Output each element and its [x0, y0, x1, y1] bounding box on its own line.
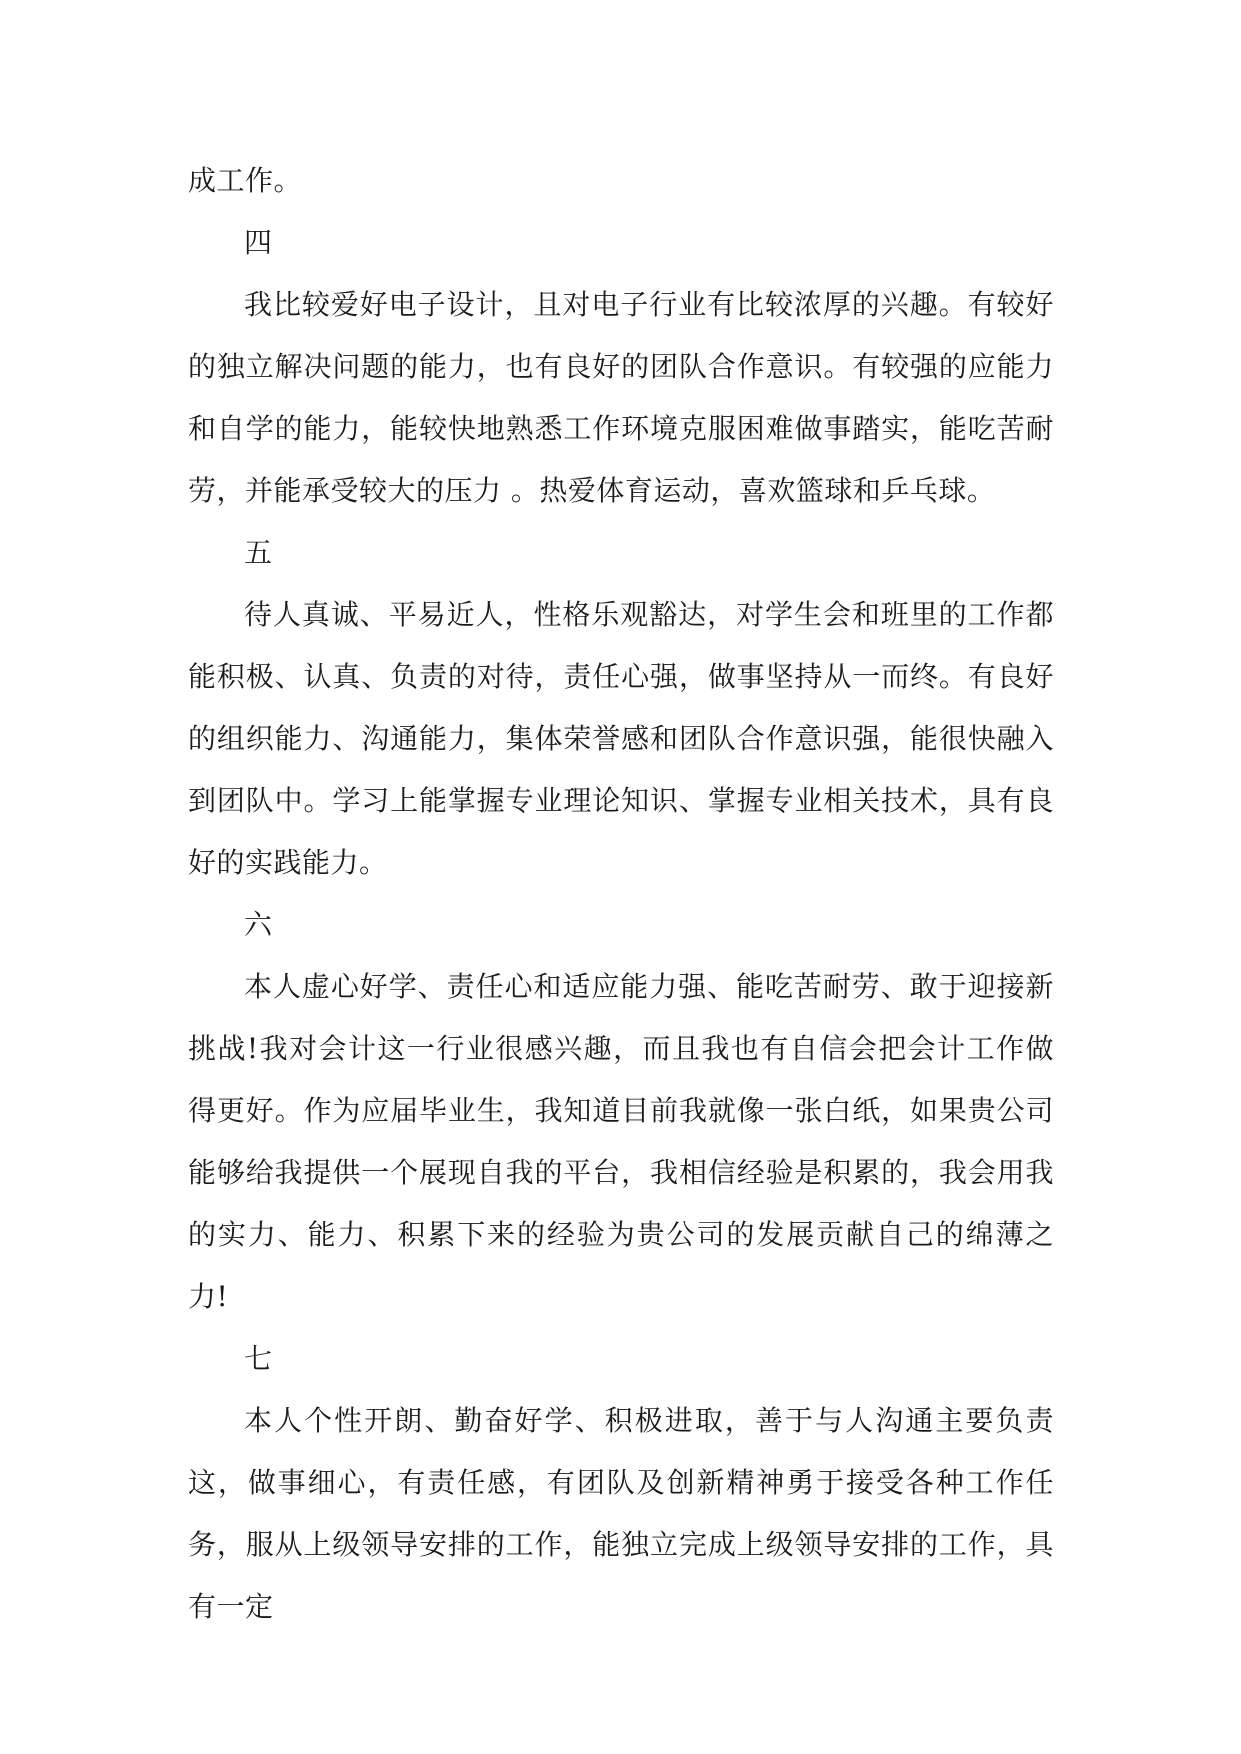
- section-heading-4: 四: [244, 226, 273, 259]
- paragraph-section-6: 本人虚心好学、责任心和适应能力强、能吃苦耐劳、敢于迎接新挑战!我对会计这一行业很感兴趣，而且我也有自信会把会计工作做得更好。作为应届毕业生，我知道目前我就像一张白纸，如果贵公司能够给我提供一个展现自我的平台，我相信经验是积累的，我会用我的实力、能力、积累下来的经验为贵公司的发展贡献自己的绵薄之力!: [188, 970, 1054, 1313]
- paragraph-continuation: 成工作。: [188, 164, 303, 197]
- document-body: [188, 150, 1054, 1638]
- paragraph-section-7: 本人个性开朗、勤奋好学、积极进取，善于与人沟通主要负责这，做事细心，有责任感，有团队及创新精神勇于接受各种工作任务，服从上级领导安排的工作，能独立完成上级领导安排的工作，具有一定: [188, 1404, 1054, 1623]
- section-heading-7: 七: [244, 1342, 273, 1375]
- section-heading-6: 六: [244, 908, 273, 941]
- paragraph-section-5: 待人真诚、平易近人，性格乐观豁达，对学生会和班里的工作都能积极、认真、负责的对待，责任心强，做事坚持从一而终。有良好的组织能力、沟通能力，集体荣誉感和团队合作意识强，能很快融入到团队中。学习上能掌握专业理论知识、掌握专业相关技术，具有良好的实践能力。: [188, 598, 1054, 879]
- section-heading-5: 五: [244, 536, 273, 569]
- paragraph-section-4: 我比较爱好电子设计，且对电子行业有比较浓厚的兴趣。有较好的独立解决问题的能力，也有良好的团队合作意识。有较强的应能力和自学的能力，能较快地熟悉工作环境克服困难做事踏实，能吃苦耐劳，并能承受较大的压力 。热爱体育运动，喜欢篮球和乒乓球。: [188, 288, 1054, 507]
